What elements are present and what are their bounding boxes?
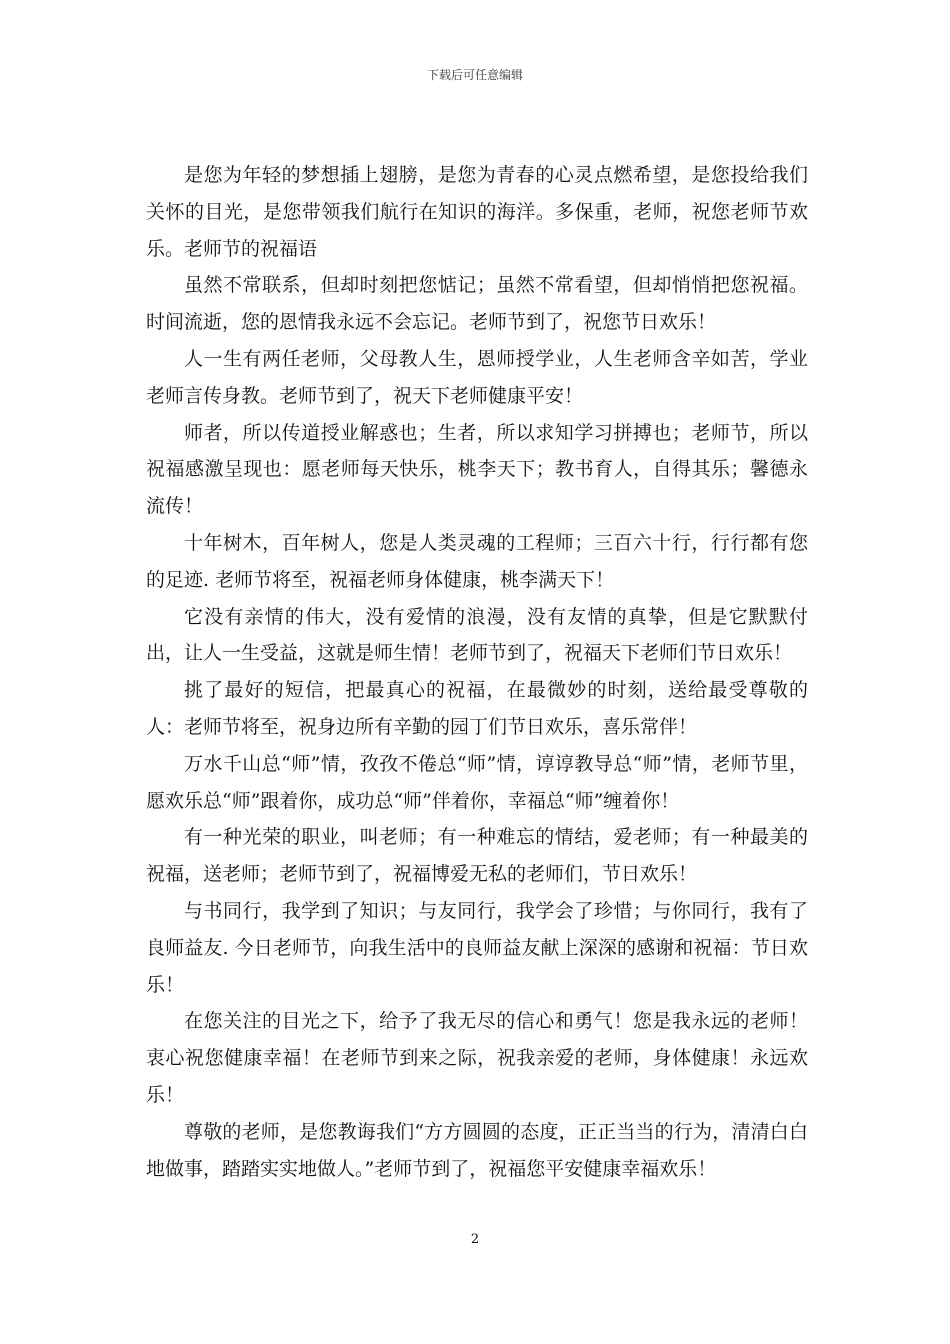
- paragraph: 有一种光荣的职业，叫老师；有一种难忘的情结，爱老师；有一种最美的祝福，送老师；老师节到了，祝福博爱无私的老师们，节日欢乐！: [146, 826, 808, 886]
- paragraph: 它没有亲情的伟大，没有爱情的浪漫，没有友情的真挚，但是它默默付出，让人一生受益，这就是师生情！老师节到了，祝福天下老师们节日欢乐！: [146, 605, 808, 665]
- paragraph: 是您为年轻的梦想插上翅膀，是您为青春的心灵点燃希望，是您投给我们关怀的目光，是您带领我们航行在知识的海洋。多保重，老师，祝您老师节欢乐。老师节的祝福语: [146, 164, 808, 260]
- paragraph: 十年树木，百年树人，您是人类灵魂的工程师；三百六十行，行行都有您的足迹. 老师节将至，祝福老师身体健康，桃李满天下！: [146, 531, 808, 591]
- document-body: [146, 157, 808, 1187]
- paragraph: 师者，所以传道授业解惑也；生者，所以求知学习拼搏也；老师节，所以祝福感激呈现也：愿老师每天快乐，桃李天下；教书育人，自得其乐；馨德永流传！: [146, 421, 808, 518]
- paragraph: 虽然不常联系，但却时刻把您惦记；虽然不常看望，但却悄悄把您祝福。时间流逝，您的恩情我永远不会忘记。老师节到了，祝您节日欢乐！: [146, 274, 808, 334]
- paragraph: 挑了最好的短信，把最真心的祝福，在最微妙的时刻，送给最受尊敬的人：老师节将至，祝身边所有辛勤的园丁们节日欢乐，喜乐常伴！: [146, 679, 808, 738]
- page-header: 下载后可任意编辑: [426, 68, 523, 82]
- page-number: 2: [470, 1232, 480, 1247]
- paragraph: 在您关注的目光之下，给予了我无尽的信心和勇气！您是我永远的老师！衷心祝您健康幸福！在老师节到来之际，祝我亲爱的老师，身体健康！永远欢乐！: [146, 1010, 808, 1106]
- paragraph: 万水千山总“师”情，孜孜不倦总“师”情，谆谆教导总“师”情，老师节里，愿欢乐总“师”跟着你，成功总“师”伴着你，幸福总“师”缠着你！: [146, 752, 808, 812]
- paragraph: 与书同行，我学到了知识；与友同行，我学会了珍惜；与你同行，我有了良师益友. 今日老师节，向我生活中的良师益友献上深深的感谢和祝福：节日欢乐！: [146, 899, 808, 996]
- paragraph: 尊敬的老师，是您教诲我们“方方圆圆的态度，正正当当的行为，清清白白地做事，踏踏实实地做人。”老师节到了，祝福您平安健康幸福欢乐！: [146, 1120, 808, 1180]
- paragraph: 人一生有两任老师，父母教人生，恩师授学业，人生老师含辛如苦，学业老师言传身教。老师节到了，祝天下老师健康平安！: [146, 347, 808, 407]
